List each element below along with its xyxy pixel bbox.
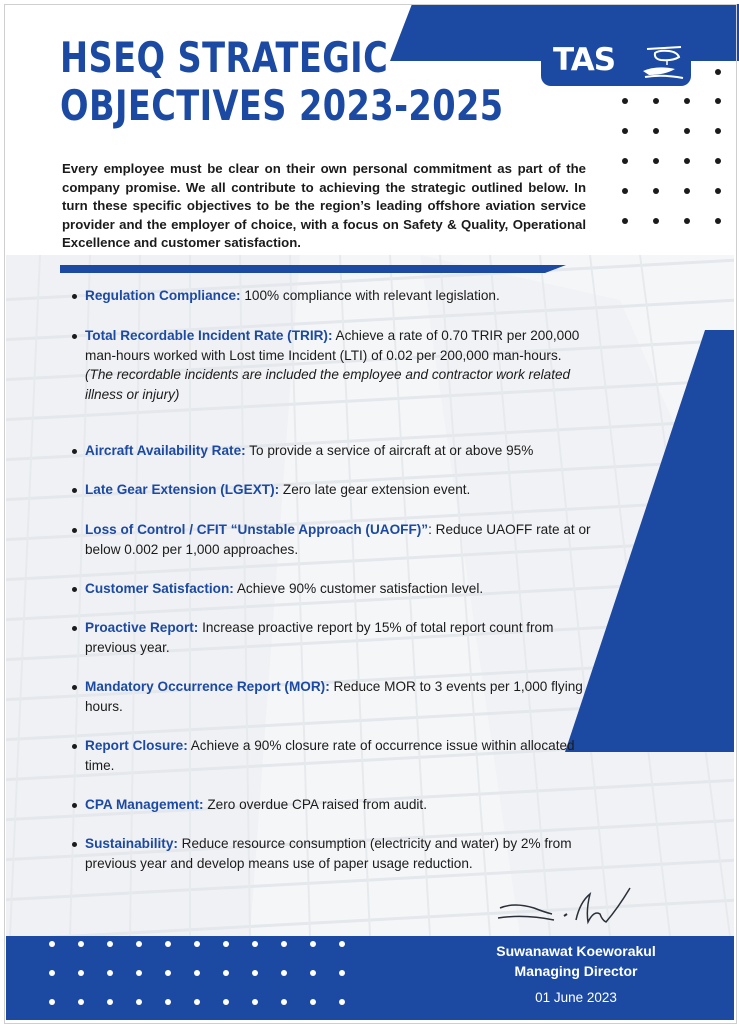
list-item — [72, 326, 592, 404]
bullet-icon — [72, 294, 77, 299]
objective-title: Late Gear Extension (LGEXT): — [85, 482, 280, 497]
list-item — [72, 736, 592, 775]
bullet-icon — [72, 842, 77, 847]
objective-text: Achieve a rate of 0.70 TRIR per 200,000 man-hours worked with Lost time Incident (LTI) of 0.02 per 200,000 man-hours. — [85, 328, 580, 363]
list-item — [72, 286, 500, 306]
objective-title: Regulation Compliance: — [85, 288, 241, 303]
bullet-icon — [72, 334, 77, 339]
objective-note: (The recordable incidents are included the employee and contractor work related illness or injury) — [85, 367, 571, 402]
objective-text: Zero late gear extension event. — [279, 482, 471, 497]
objective-title: Aircraft Availability Rate: — [85, 443, 246, 458]
objective-text: Reduce resource consumption (electricity and water) by 2% from previous year and develop means use of paper usage reduction. — [85, 836, 572, 871]
objective-text: : Reduce UAOFF rate at or below 0.002 per 1,000 approaches. — [85, 522, 591, 557]
bullet-icon — [72, 685, 77, 690]
footer-dot-grid — [6, 936, 386, 1020]
list-item — [72, 834, 592, 873]
logo-text: TAS — [553, 42, 616, 78]
list-item — [72, 795, 427, 815]
list-item — [72, 618, 592, 657]
objective-text: Zero overdue CPA raised from audit. — [203, 797, 427, 812]
list-item — [72, 441, 533, 461]
objective-text: Achieve 90% customer satisfaction level. — [233, 581, 484, 596]
list-item — [72, 480, 470, 500]
objective-title: Customer Satisfaction: — [85, 581, 234, 596]
title-line-1: HSEQ STRATEGIC — [60, 33, 389, 82]
objective-title: Sustainability: — [85, 836, 178, 851]
objective-title: Total Recordable Incident Rate (TRIR): — [85, 328, 333, 343]
footer-bar — [6, 936, 734, 1020]
objective-text: Increase proactive report by 15% of total report count from previous year. — [85, 620, 554, 655]
helicopter-icon — [637, 41, 687, 83]
bullet-icon — [72, 744, 77, 749]
signature-date: 01 June 2023 — [535, 990, 617, 1005]
tas-logo — [541, 38, 691, 86]
list-item — [72, 520, 592, 559]
objective-title: Proactive Report: — [85, 620, 199, 635]
objective-title: Report Closure: — [85, 738, 188, 753]
objective-text: 100% compliance with relevant legislation. — [240, 288, 500, 303]
list-item — [72, 677, 592, 716]
bullet-icon — [72, 528, 77, 533]
objective-text: Reduce MOR to 3 events per 1,000 flying hours. — [85, 679, 583, 714]
objective-title: Mandatory Occurrence Report (MOR): — [85, 679, 330, 694]
bullet-icon — [72, 803, 77, 808]
objective-title: Loss of Control / CFIT “Unstable Approach (UAOFF)” — [85, 522, 429, 537]
page-title — [60, 34, 504, 130]
bullet-icon — [72, 449, 77, 454]
signatory-name: Suwanawat Koeworakul — [496, 943, 656, 959]
bullet-icon — [72, 626, 77, 631]
objective-title: CPA Management: — [85, 797, 204, 812]
objective-text: Achieve a 90% closure rate of occurrence issue within allocated time. — [85, 738, 575, 773]
title-line-2: OBJECTIVES 2023-2025 — [60, 81, 504, 130]
intro-paragraph: Every employee must be clear on their own personal commitment as part of the company promise. We all contribute to achieving the strategic outlined below. In turn these specific objectives to be the region’s leading offshore aviation service provider and the employer of choice, with a focus on Safety & Quality, Operational Excellence and customer satisfaction. — [62, 161, 586, 250]
objective-text: To provide a service of aircraft at or above 95% — [245, 443, 534, 458]
handwritten-signature — [494, 880, 644, 940]
list-item — [72, 579, 483, 599]
bullet-icon — [72, 587, 77, 592]
signatory-role: Managing Director — [514, 963, 638, 979]
bullet-icon — [72, 488, 77, 493]
